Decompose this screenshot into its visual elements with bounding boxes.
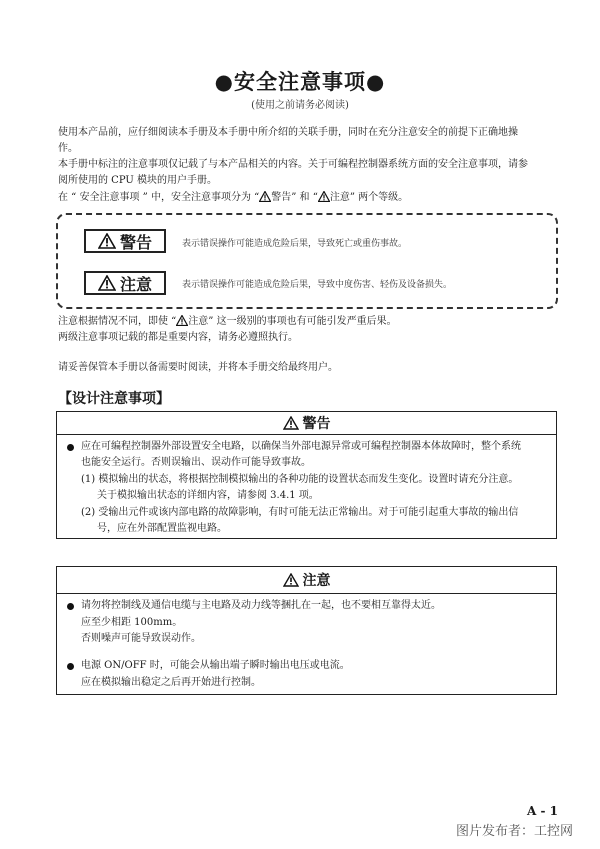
caution-triangle-icon — [98, 275, 116, 291]
caution-line-4: 电源 ON/OFF 时，可能会从输出端子瞬时输出电压或电流。 — [81, 660, 350, 671]
caution-triangle-icon — [318, 191, 330, 202]
warning-line-1: 应在可编程控制器外部设置安全电路，以确保当外部电源异常或可编程控制器本体故障时，整个系统 — [81, 441, 521, 452]
warning-line-6: 号，应在外部配置监视电路。 — [97, 523, 227, 534]
bullet-dot — [67, 603, 74, 610]
warning-line-4: 关于模拟输出状态的详细内容，请参阅 3.4.1 项。 — [97, 490, 319, 501]
intro-paragraph-1 — [58, 125, 558, 157]
caution-triangle-icon — [283, 573, 299, 587]
notes-block — [58, 314, 558, 346]
warning-line-2: 也能安全运行。否则误输出、误动作可能导致事故。 — [81, 457, 311, 468]
caution-sign — [84, 271, 166, 295]
warning-box-body — [57, 435, 556, 539]
section-heading: 【设计注意事项】 — [58, 391, 170, 407]
note-line-3: 请妥善保管本手册以备需要时阅读，并将本手册交给最终用户。 — [58, 362, 338, 373]
intro-p2-line2: 阅所使用的 CPU 模块的用户手册。 — [58, 175, 217, 186]
warning-sign-label: 警告 — [119, 232, 152, 252]
intro-paragraph-3 — [58, 190, 558, 206]
warning-line-5: (2) 受输出元件或该内部电路的故障影响，有时可能无法正常输出。对于可能引起重大事故的输出信 — [81, 507, 519, 518]
caution-line-2: 应至少相距 100mm。 — [81, 617, 183, 628]
watermark-text: 图片发布者：工控网 — [456, 824, 574, 839]
caution-line-5: 应在模拟输出稳定之后再开始进行控制。 — [81, 677, 261, 688]
caution-box-title: 注意 — [302, 573, 331, 589]
warning-box-title: 警告 — [302, 416, 331, 432]
intro-p1-line2: 作。 — [58, 143, 78, 154]
intro-p3-post: ” 两个等级。 — [349, 192, 409, 203]
caution-sign-label: 注意 — [119, 274, 152, 294]
page-title: ●安全注意事项● — [214, 70, 386, 94]
warning-line-3: (1) 模拟输出的状态，将根据控制模拟输出的各种功能的设置状态而发生变化。设置时请充分注意。 — [81, 474, 519, 485]
intro-p3-warn: 警告 — [271, 192, 292, 203]
warning-triangle-icon — [259, 191, 271, 202]
caution-description: 表示错误操作可能造成危险后果，导致中度伤害、轻伤及设备损失。 — [182, 280, 453, 290]
intro-p2-line1: 本手册中标注的注意事项仅记载了与本产品相关的内容。关于可编程控制器系统方面的安全注意事项，请参 — [58, 159, 528, 170]
intro-p3-mid: ” 和 “ — [291, 192, 318, 203]
caution-triangle-icon — [176, 315, 188, 326]
caution-box-header — [57, 567, 556, 594]
bullet-dot — [67, 444, 74, 451]
note-1-post: ” 这一级别的事项也有可能引发严重后果。 — [208, 316, 397, 327]
bullet-dot — [67, 663, 74, 670]
warning-description: 表示错误操作可能造成危险后果，导致死亡或重伤事故。 — [182, 239, 408, 249]
warning-box — [56, 411, 557, 539]
warning-box-header — [57, 412, 556, 435]
intro-p3-caution: 注意 — [329, 192, 350, 203]
warning-triangle-icon — [283, 416, 299, 430]
note-1-caution: 注意 — [188, 316, 209, 327]
note-1-pre: 注意根据情况不同，即使 “ — [58, 316, 177, 327]
note-line-1 — [58, 314, 558, 330]
caution-line-3: 否则噪声可能导致误动作。 — [81, 633, 201, 644]
page-number: A - 1 — [527, 804, 558, 818]
intro-paragraph-2 — [58, 157, 558, 189]
intro-p3-pre: 在 “ 安全注意事项 ” 中，安全注意事项分为 “ — [58, 192, 260, 203]
caution-box — [56, 566, 557, 695]
note-line-2: 两级注意事项记载的都是重要内容，请务必遵照执行。 — [58, 332, 298, 343]
intro-p1-line1: 使用本产品前，应仔细阅读本手册及本手册中所介绍的关联手册，同时在充分注意安全的前提下正确地操 — [58, 127, 518, 138]
page-subtitle: (使用之前请务必阅读) — [251, 100, 349, 111]
warning-triangle-icon — [98, 233, 116, 249]
caution-line-1: 请勿将控制线及通信电缆与主电路及动力线等捆扎在一起，也不要相互靠得太近。 — [81, 600, 441, 611]
warning-sign — [84, 229, 166, 253]
caution-box-body — [57, 594, 556, 694]
